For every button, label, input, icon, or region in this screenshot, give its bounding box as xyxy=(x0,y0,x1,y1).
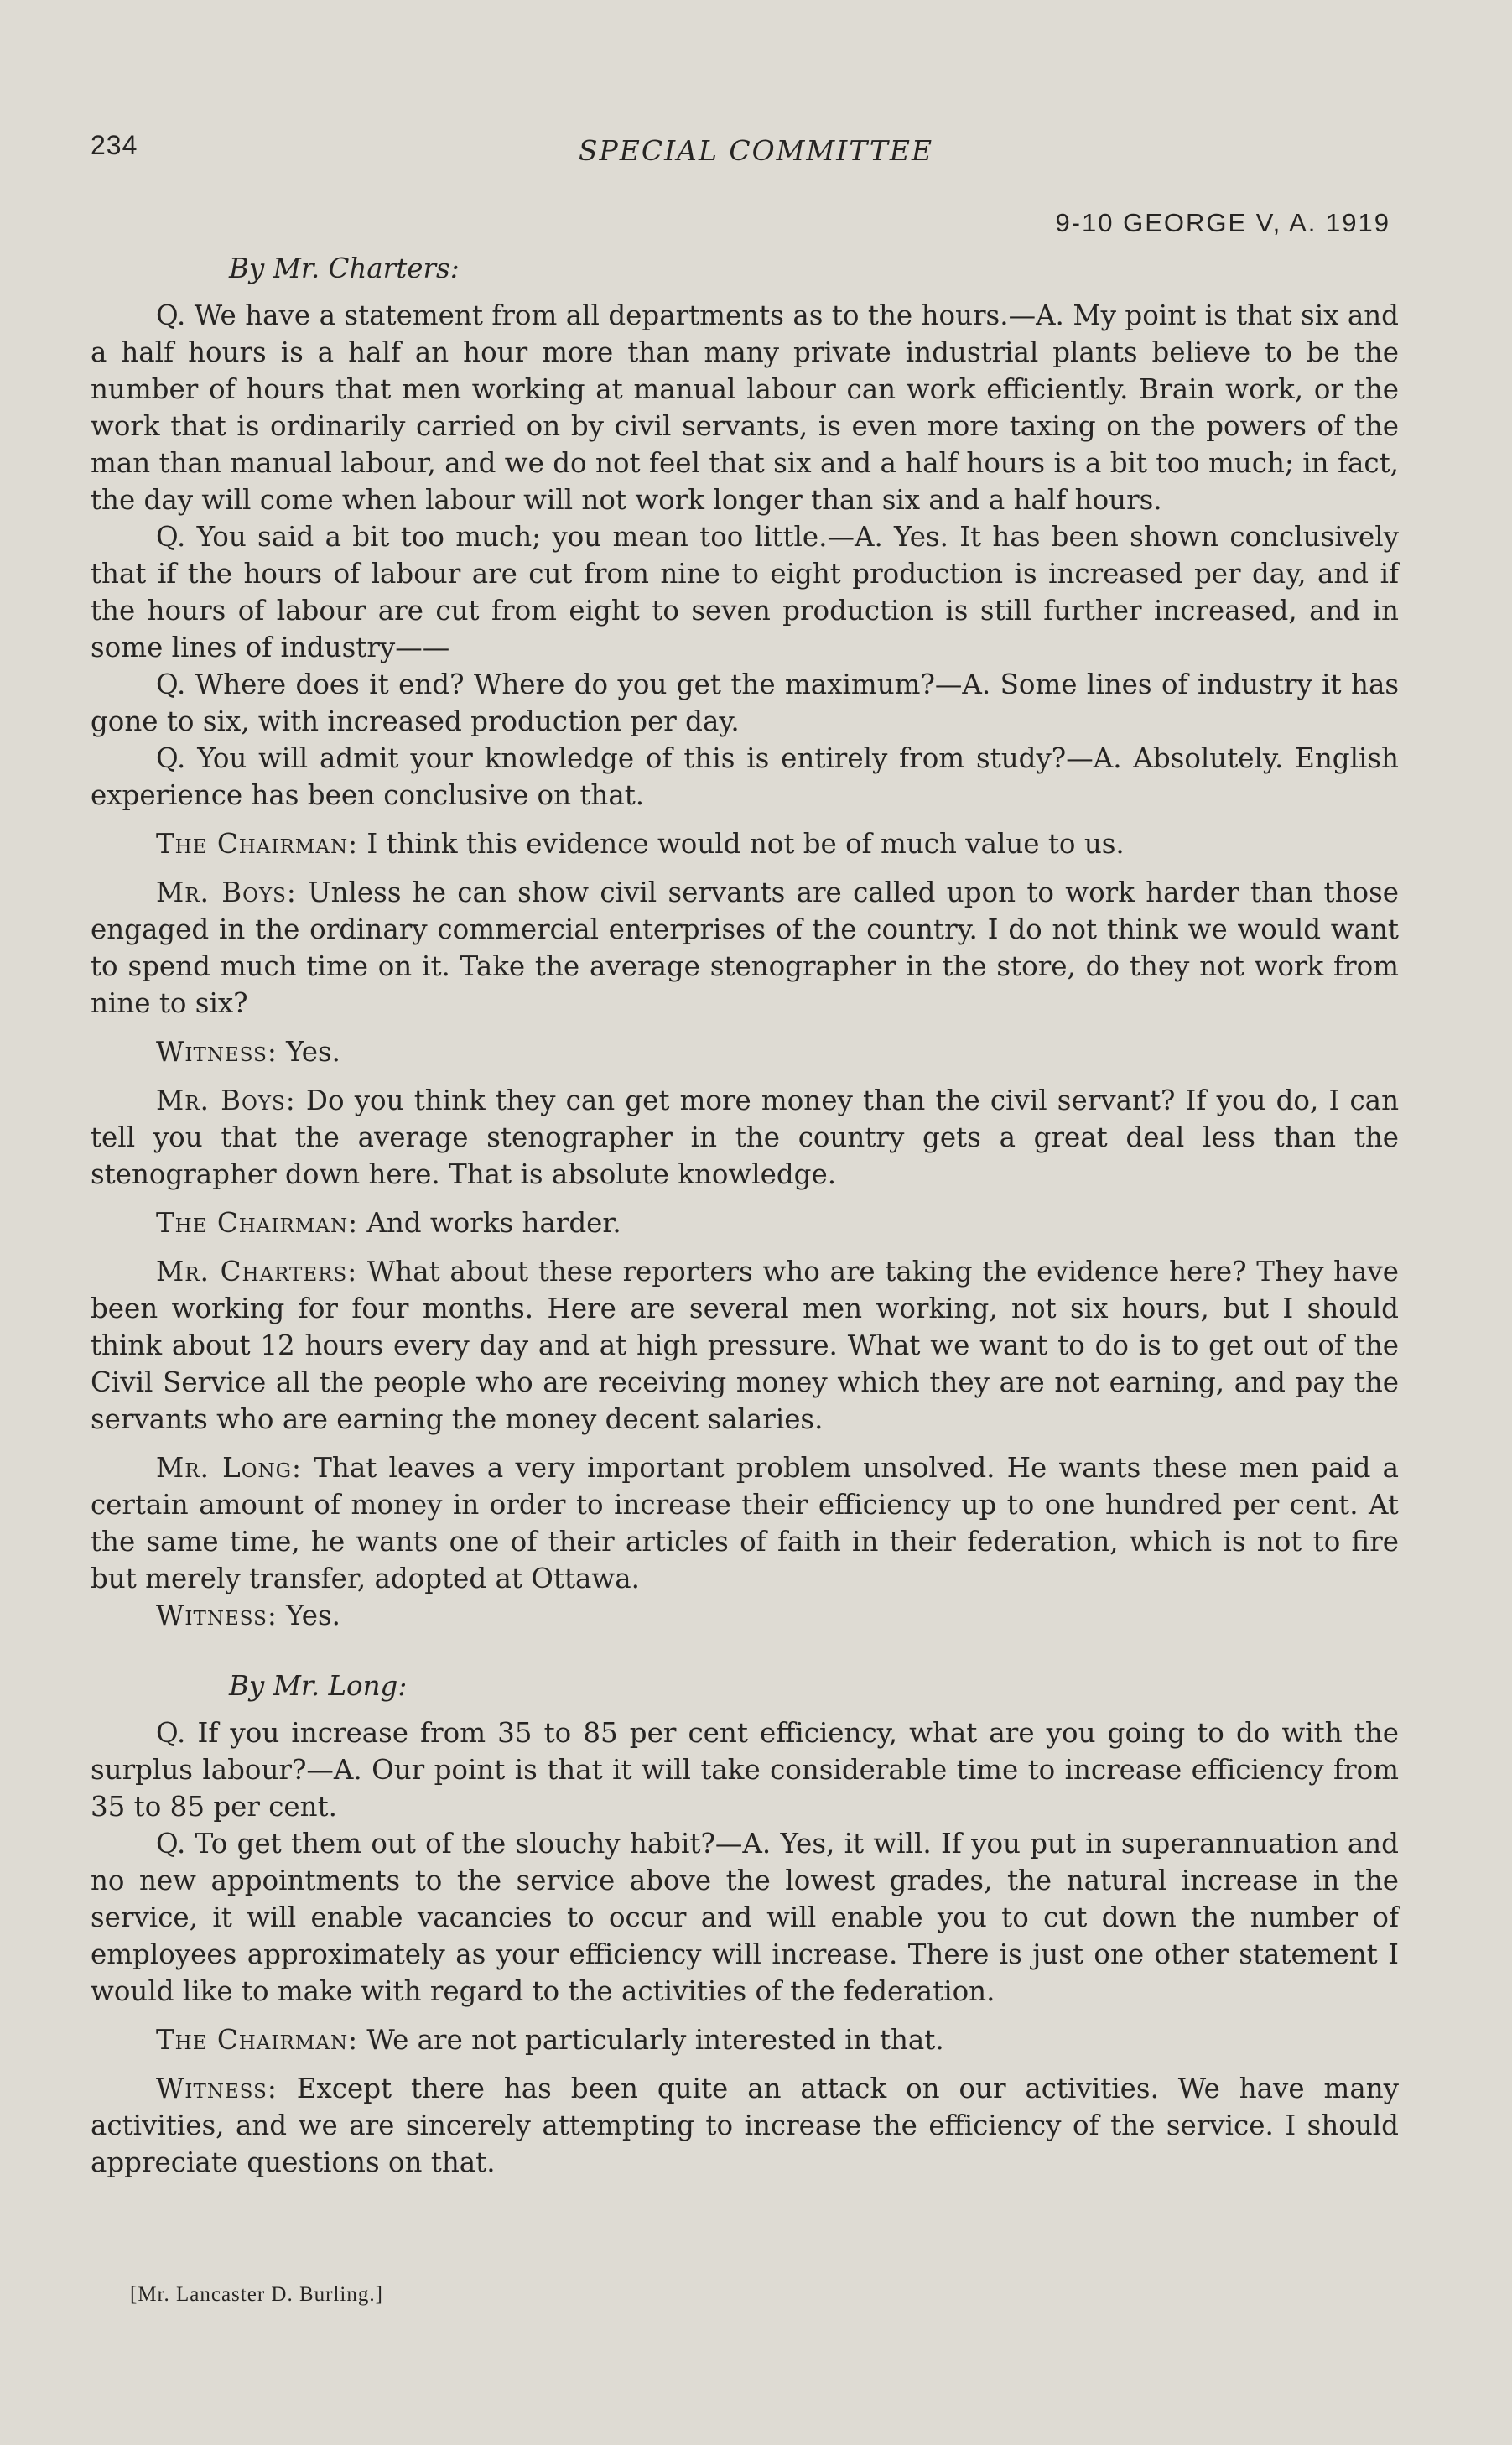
speaker-paragraph xyxy=(91,1082,1399,1193)
paragraph: Q. Where does it end? Where do you get the maximum?—A. Some lines of industry it has gone to six, with increased production per day. xyxy=(91,668,1399,737)
page-number: 234 xyxy=(91,130,138,160)
paragraph: Q. If you increase from 35 to 85 per cent efficiency, what are you going to do with the surplus labour?—A. Our point is that it will take considerable time to increase efficiency from 35 to 85 per cent. xyxy=(91,1717,1399,1823)
speaker-text: Yes. xyxy=(277,1600,341,1631)
speaker-paragraph xyxy=(91,1033,1399,1070)
session-label: 9-10 GEORGE V, A. 1919 xyxy=(1055,208,1390,237)
speaker-paragraph xyxy=(91,1204,1399,1241)
speaker-name: Mr. Boys: xyxy=(156,1085,296,1116)
speaker-paragraph xyxy=(91,825,1399,862)
speaker-name: The Chairman: xyxy=(156,828,359,860)
examiner-subheading: By Mr. Charters: xyxy=(229,252,460,284)
speaker-text: That leaves a very important problem unsolved. He wants these men paid a certain amount of money in order to increase their efficiency up to one hundred per cent. At the same time, he wants one of their articles of faith in their federation, which is not to fire but merely transfer, adopted at Ottawa. xyxy=(91,1452,1399,1594)
speaker-paragraph xyxy=(91,1449,1399,1597)
speaker-paragraph xyxy=(91,2021,1399,2058)
speaker-name: The Chairman: xyxy=(156,1207,359,1239)
paragraph: Q. You said a bit too much; you mean too little.—A. Yes. It has been shown conclusively that if the hours of labour are cut from nine to eight production is increased per day, and if the hours of labour are cut from eight to seven production is still further increased, and in some lines of industry—— xyxy=(91,521,1399,663)
paragraph: Q. You will admit your knowledge of this is entirely from study?—A. Absolutely. English experience has been conclusive on that. xyxy=(91,742,1399,811)
speaker-name: The Chairman: xyxy=(156,2024,359,2056)
speaker-name: Mr. Long: xyxy=(156,1452,303,1484)
speaker-text: What about these reporters who are taking the evidence here? They have been working for four months. Here are several men working, not six hours, but I should think about 12 hours every day and at high pressure. What we want to do is to get out of the Civil Service all the people who are receiving money which they are not earning, and pay the servants who are earning the money decent salaries. xyxy=(91,1256,1400,1435)
paragraph: Q. We have a statement from all departments as to the hours.—A. My point is that six and a half hours is a half an hour more than many private industrial plants believe to be the number of hours that men working at manual labour can work efficiently. Brain work, or the work that is ordinarily carried on by civil servants, is even more taxing on the powers of the man than manual labour, and we do not feel that six and a half hours is a bit too much; in fact, the day will come when labour will not work longer than six and a half hours. xyxy=(91,299,1399,516)
speaker-name: Witness: xyxy=(156,1036,278,1068)
witness-footer-note: [Mr. Lancaster D. Burling.] xyxy=(130,2283,383,2306)
speaker-text: And works harder. xyxy=(358,1207,621,1239)
speaker-paragraph xyxy=(91,2070,1399,2181)
speaker-paragraph xyxy=(91,874,1399,1022)
examiner-subheading: By Mr. Long: xyxy=(229,1670,408,1702)
speaker-text: Yes. xyxy=(277,1036,341,1068)
speaker-text: Do you think they can get more money than the civil servant? If you do, I can tell you that the average stenographer in the country gets a great deal less than the stenographer down here. That is absolute knowledge. xyxy=(91,1085,1399,1190)
speaker-paragraph xyxy=(91,1253,1399,1438)
running-head: SPECIAL COMMITTEE xyxy=(578,134,934,167)
speaker-name: Witness: xyxy=(156,2073,278,2104)
speaker-text: Unless he can show civil servants are called upon to work harder than those engaged in the ordinary commercial enterprises of the country. I do not think we would want to spend much time on it. Take the average stenographer in the store, do they not work from nine to six? xyxy=(91,877,1400,1019)
speaker-text: Except there has been quite an attack on our activities. We have many activities, and we are sincerely attempting to increase the efficiency of the service. I should appreciate questions on that. xyxy=(91,2073,1399,2178)
speaker-text: We are not particularly interested in that. xyxy=(358,2024,944,2056)
speaker-paragraph xyxy=(91,1597,1399,1634)
page-body xyxy=(91,250,1399,2181)
speaker-text: I think this evidence would not be of much value to us. xyxy=(358,828,1125,860)
speaker-name: Mr. Boys: xyxy=(156,877,297,908)
paragraph: Q. To get them out of the slouchy habit?—A. Yes, it will. If you put in superannuation and no new appointments to the service above the lowest grades, the natural increase in the service, it will enable vacancies to occur and will enable you to cut down the number of employees approximately as your efficiency will increase. There is just one other statement I would like to make with regard to the activities of the federation. xyxy=(91,1828,1399,2007)
speaker-name: Witness: xyxy=(156,1600,278,1631)
speaker-name: Mr. Charters: xyxy=(156,1256,358,1288)
